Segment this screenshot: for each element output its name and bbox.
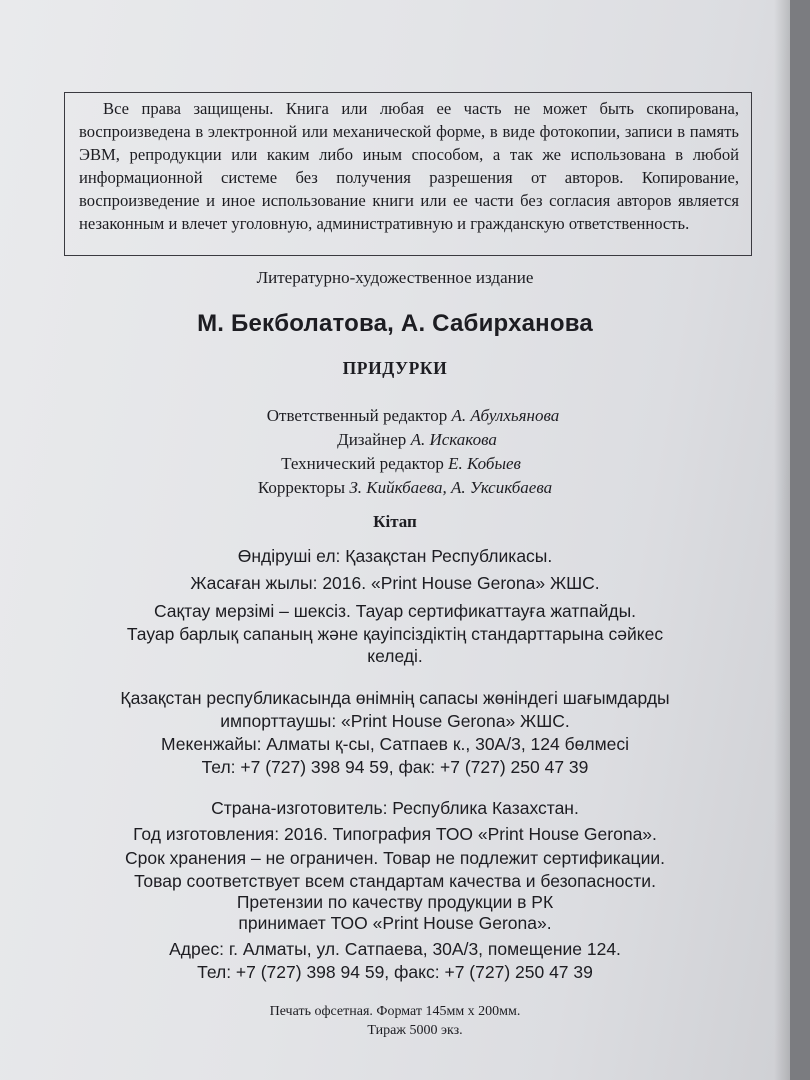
staff-line xyxy=(10,476,800,500)
importer-line: Қазақстан республикасында өнімнің сапасы жөніндегі шағымдарды xyxy=(120,688,670,708)
authors: М. Бекболатова, А. Сабирханова xyxy=(197,310,593,337)
staff-role: Ответственный редактор xyxy=(266,406,448,425)
russian-line: Год изготовления: 2016. Типография ТОО «Print House Gerona». xyxy=(133,824,657,844)
staff-name: Е. Кобыев xyxy=(448,454,521,473)
staff-name: А. Абулхьянова xyxy=(451,406,560,425)
russian-line: принимает ТОО «Print House Gerona». xyxy=(238,913,552,933)
print-info-line: Тираж 5000 экз. xyxy=(367,1023,463,1038)
importer-line: Мекенжайы: Алматы қ-сы, Сатпаев к., 30А/3, 124 бөлмесі xyxy=(161,734,629,754)
kitap-label: Кітап xyxy=(373,512,417,531)
kazakh-line: Жасаған жылы: 2016. «Print House Gerona» ЖШС. xyxy=(190,573,600,593)
staff-line xyxy=(6,452,796,476)
kazakh-line: Өндіруші ел: Қазақстан Республикасы. xyxy=(237,546,553,566)
importer-line: импорттаушы: «Print House Gerona» ЖШС. xyxy=(220,711,570,731)
edition-type: Литературно-художественное издание xyxy=(256,268,534,287)
russian-line: Претензии по качеству продукции в РК xyxy=(236,892,554,912)
staff-name: А. Искакова xyxy=(410,430,497,449)
rights-notice-text: Все права защищены. Книга или любая ее часть не может быть скопирована, воспроизведена в электронной или механической форме, в виде фотокопии, записи в память ЭВМ, репродукции или каким либо иным способом, а так же использована в любой информационной системе без получения разрешения от авторов. Копирование, воспроизведение и иное использование книги или ее части без согласия авторов является незаконным и влечет уголовную, административную и гражданскую ответственность. xyxy=(79,99,739,233)
book-title: ПРИДУРКИ xyxy=(342,358,448,378)
staff-role: Корректоры xyxy=(257,478,346,497)
russian-line: Тел: +7 (727) 398 94 59, факс: +7 (727) 250 47 39 xyxy=(197,962,593,982)
kazakh-line: Тауар барлық сапаның және қауіпсіздіктің стандарттарына сәйкес xyxy=(126,624,664,644)
staff-line xyxy=(18,404,808,428)
russian-line: Срок хранения – не ограничен. Товар не подлежит сертификации. xyxy=(124,848,665,868)
print-info-line: Печать офсетная. Формат 145мм х 200мм. xyxy=(269,1004,521,1019)
russian-line: Страна-изготовитель: Республика Казахстан. xyxy=(211,798,579,818)
russian-line: Адрес: г. Алматы, ул. Сатпаева, 30А/3, помещение 124. xyxy=(169,939,621,959)
staff-role: Технический редактор xyxy=(281,454,444,473)
russian-line: Товар соответствует всем стандартам качества и безопасности. xyxy=(134,871,656,891)
staff-name: З. Кийкбаева, А. Уксикбаева xyxy=(349,478,553,497)
rights-notice-box xyxy=(64,92,752,256)
kazakh-line: келеді. xyxy=(367,646,423,666)
staff-line xyxy=(22,428,810,452)
staff-role: Дизайнер xyxy=(337,430,407,449)
page-edge xyxy=(790,0,810,1080)
kazakh-line: Сақтау мерзімі – шексіз. Тауар сертификаттауға жатпайды. xyxy=(153,601,637,621)
importer-line: Тел: +7 (727) 398 94 59, фак: +7 (727) 250 47 39 xyxy=(201,757,589,777)
